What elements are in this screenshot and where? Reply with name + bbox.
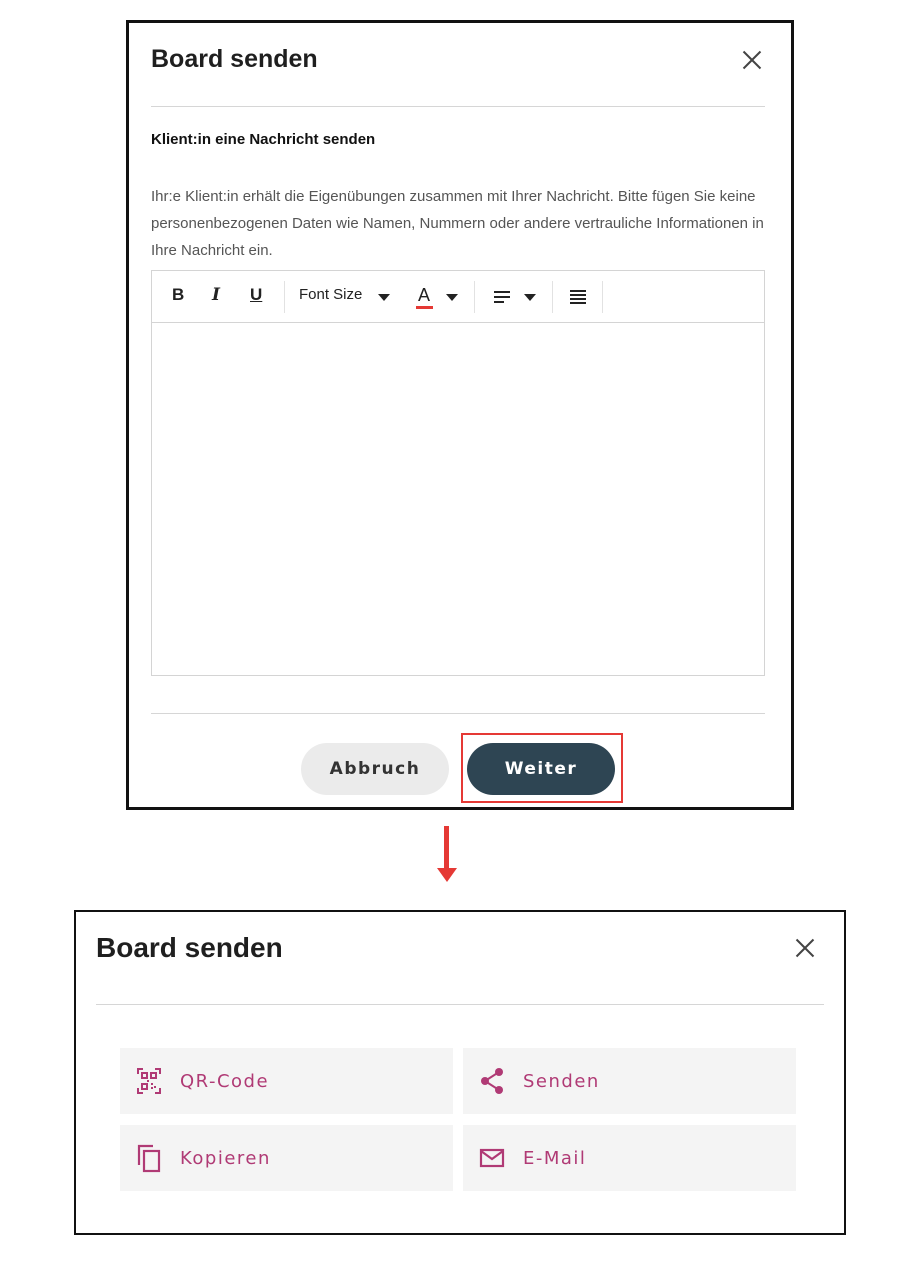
close-icon[interactable] xyxy=(794,937,816,959)
chevron-down-icon[interactable] xyxy=(446,294,458,301)
divider xyxy=(96,1004,824,1005)
rich-text-editor xyxy=(151,270,765,676)
bullet-list-icon[interactable] xyxy=(570,290,586,304)
editor-toolbar xyxy=(152,271,764,323)
divider xyxy=(151,106,765,107)
chevron-down-icon[interactable] xyxy=(378,294,390,301)
email-option[interactable] xyxy=(463,1125,796,1191)
text-color-button[interactable]: A xyxy=(418,285,431,305)
qr-code-option[interactable] xyxy=(120,1048,453,1114)
toolbar-separator xyxy=(474,281,475,313)
option-label: E-Mail xyxy=(523,1147,587,1169)
dialog-title: Board senden xyxy=(96,932,283,963)
cancel-button[interactable]: Abbruch xyxy=(301,743,449,795)
italic-button[interactable]: I xyxy=(212,285,220,305)
option-label: Senden xyxy=(523,1070,600,1092)
send-board-dialog-options xyxy=(74,910,846,1235)
message-description: Ihr:e Klient:in erhält die Eigenübungen zusammen mit Ihrer Nachricht. Bitte fügen Sie keine personenbezogenen Daten wie Namen, Nummern oder andere vertrauliche Informationen in Ihre Nachricht ein. xyxy=(151,188,764,259)
bold-button[interactable]: B xyxy=(172,285,185,304)
arrow-head-icon xyxy=(437,868,457,882)
mail-icon xyxy=(479,1143,505,1173)
copy-option[interactable] xyxy=(120,1125,453,1191)
option-label: Kopieren xyxy=(180,1147,271,1169)
divider xyxy=(151,713,765,714)
toolbar-separator xyxy=(284,281,285,313)
send-board-dialog-message xyxy=(126,20,794,810)
toolbar-separator xyxy=(602,281,603,313)
align-left-icon[interactable] xyxy=(494,291,510,303)
option-label: QR-Code xyxy=(180,1070,270,1092)
next-button[interactable]: Weiter xyxy=(467,743,615,795)
text-color-indicator xyxy=(416,306,433,309)
close-icon[interactable] xyxy=(741,49,763,71)
font-size-dropdown[interactable]: Font Size xyxy=(299,286,363,303)
toolbar-separator xyxy=(552,281,553,313)
share-icon xyxy=(479,1066,505,1096)
share-option[interactable] xyxy=(463,1048,796,1114)
arrow-down-icon xyxy=(444,826,449,872)
chevron-down-icon[interactable] xyxy=(524,294,536,301)
copy-icon xyxy=(136,1143,162,1173)
qr-code-icon xyxy=(136,1066,162,1096)
highlight-box xyxy=(461,733,623,803)
message-subtitle: Klient:in eine Nachricht senden xyxy=(151,131,376,148)
dialog-title: Board senden xyxy=(151,45,318,73)
underline-button[interactable]: U xyxy=(250,285,263,304)
message-textarea[interactable] xyxy=(152,323,764,675)
